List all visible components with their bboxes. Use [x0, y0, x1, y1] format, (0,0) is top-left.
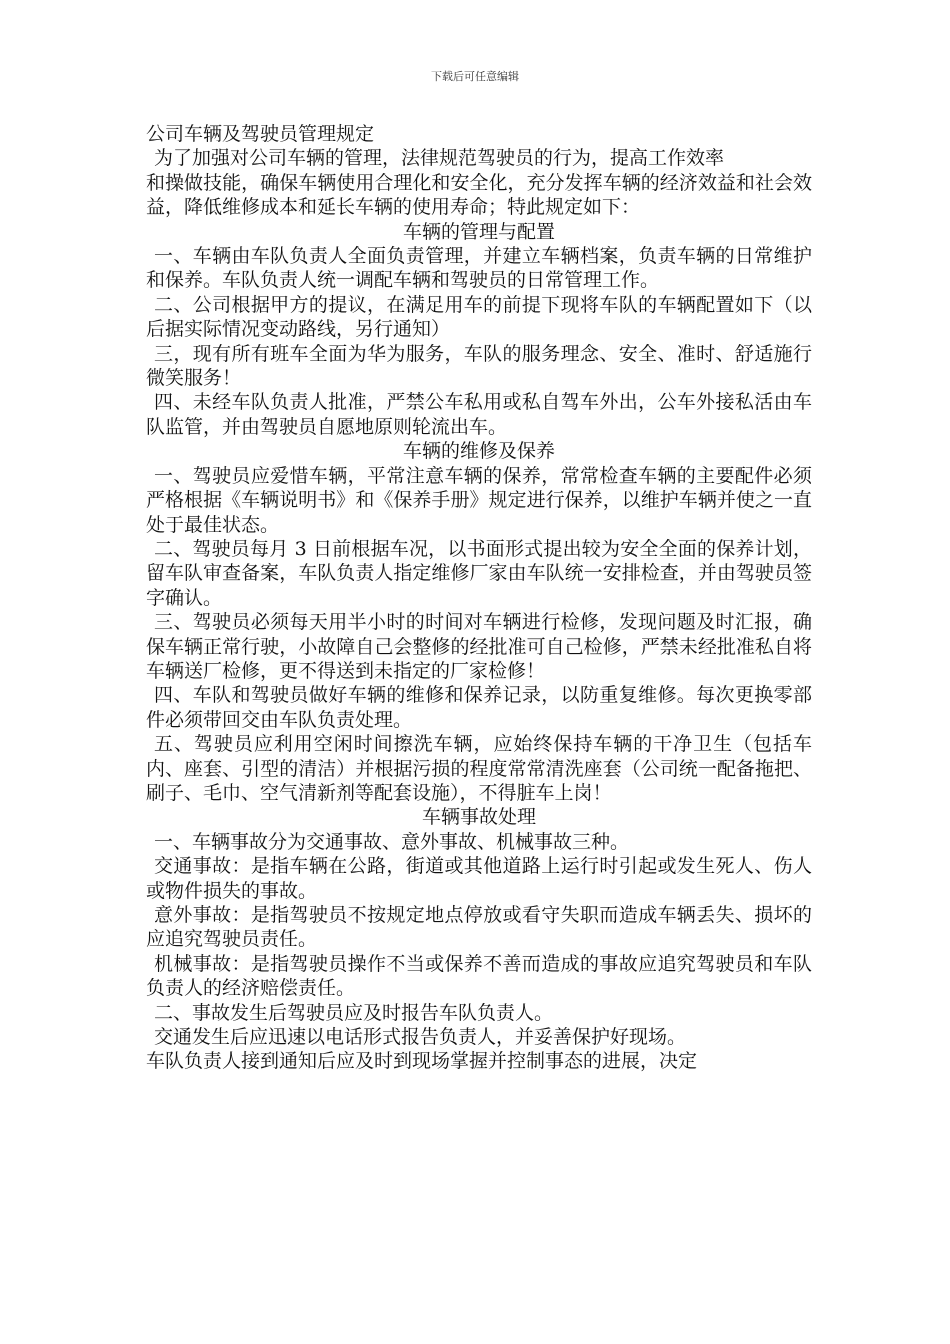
- management-item-2: 二、公司根据甲方的提议，在满足用车的前提下现将车队的车辆配置如下（以后据实际情况变动路线，另行通知）: [146, 293, 812, 341]
- maintenance-item-5: 五、驾驶员应利用空闲时间擦洗车辆，应始终保持车辆的干净卫生（包括车内、座套、引型的清洁）并根据污损的程度常常清洗座套（公司统一配备拖把、刷子、毛巾、空气清新剂等配套设施），不得脏车上岗！: [146, 733, 812, 804]
- accident-item-1: 一、车辆事故分为交通事故、意外事故、机械事故三种。: [154, 830, 630, 853]
- accident-item-5: 二、事故发生后驾驶员应及时报告车队负责人。: [154, 1001, 554, 1024]
- document-body: [146, 122, 812, 1074]
- accident-item-7: 车队负责人接到通知后应及时到现场掌握并控制事态的进展，决定: [146, 1050, 698, 1073]
- maintenance-item-3: 三、驾驶员必须每天用半小时的时间对车辆进行检修，发现问题及时汇报，确保车辆正常行驶，小故障自己会整修的经批准可自己检修，严禁未经批准私自将车辆送厂检修，更不得送到未指定的厂家检修！: [146, 611, 812, 682]
- maintenance-item-1: 一、驾驶员应爱惜车辆，平常注意车辆的保养，常常检查车辆的主要配件必须严格根据《车辆说明书》和《保养手册》规定进行保养，以维护车辆并使之一直处于最佳状态。: [146, 464, 812, 536]
- document-title: 公司车辆及驾驶员管理规定: [146, 123, 375, 145]
- maintenance-item-4: 四、车队和驾驶员做好车辆的维修和保养记录，以防重复维修。每次更换零部件必须带回交由车队负责处理。: [146, 684, 812, 731]
- management-item-1: 一、车辆由车队负责人全面负责管理，并建立车辆档案，负责车辆的日常维护和保养。车队负责人统一调配车辆和驾驶员的日常管理工作。: [146, 245, 812, 292]
- section-heading-accidents: 车辆事故处理: [421, 806, 536, 829]
- section-heading-maintenance: 车辆的维修及保养: [402, 440, 555, 463]
- management-item-3: 三，现有所有班车全面为华为服务，车队的服务理念、安全、准时、舒适施行微笑服务！: [146, 342, 812, 390]
- header-note: 下载后可任意编辑: [431, 70, 519, 83]
- accident-item-3: 意外事故：是指驾驶员不按规定地点停放或看守失职而造成车辆丢失、损坏的应追究驾驶员责任。: [146, 904, 812, 951]
- accident-item-6: 交通发生后应迅速以电话形式报告负责人，并妥善保护好现场。: [154, 1026, 687, 1049]
- management-item-4: 四、未经车队负责人批准，严禁公车私用或私自驾车外出，公车外接私活由车队监管，并由驾驶员自愿地原则轮流出车。: [146, 391, 812, 438]
- intro-paragraph-2: 和操做技能，确保车辆使用合理化和安全化，充分发挥车辆的经济效益和社会效益，降低维修成本和延长车辆的使用寿命；特此规定如下：: [146, 171, 812, 219]
- maintenance-item-2: 二、驾驶员每月 3 日前根据车况，以书面形式提出较为安全全面的保养计划，留车队审查备案，车队负责人指定维修厂家由车队统一安排检查，并由驾驶员签字确认。: [146, 537, 812, 609]
- accident-item-4: 机械事故：是指驾驶员操作不当或保养不善而造成的事故应追究驾驶员和车队负责人的经济赔偿责任。: [146, 952, 812, 1000]
- accident-item-2: 交通事故：是指车辆在公路，街道或其他道路上运行时引起或发生死人、伤人或物件损失的事故。: [146, 855, 812, 902]
- intro-paragraph-1: 为了加强对公司车辆的管理，法律规范驾驶员的行为，提高工作效率: [154, 147, 725, 170]
- section-heading-management: 车辆的管理与配置: [402, 220, 555, 243]
